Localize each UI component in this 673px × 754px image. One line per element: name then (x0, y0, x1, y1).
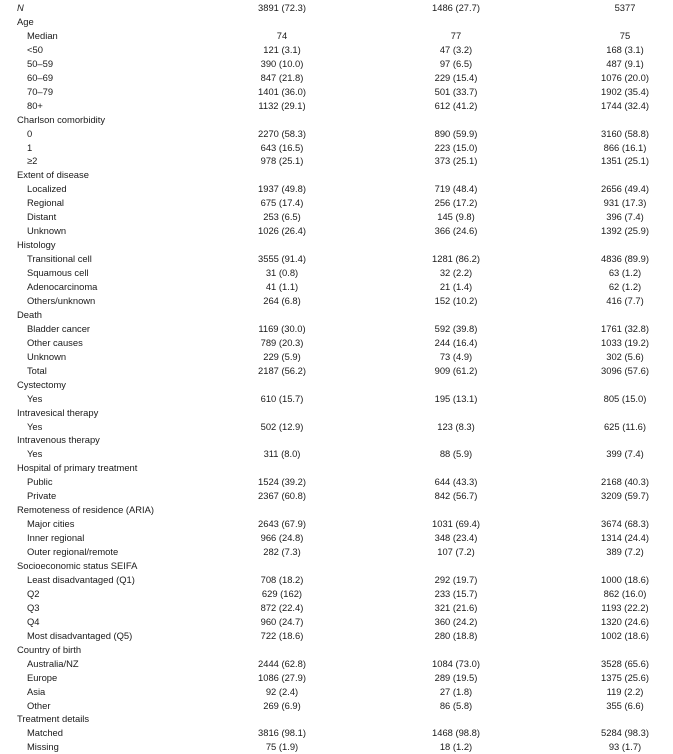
row-label: Bladder cancer (27, 322, 91, 334)
value-cell-col3: 1320 (24.6) (601, 615, 649, 627)
value-cell-col2: 592 (39.8) (434, 322, 478, 334)
row-label: Major cities (27, 518, 75, 530)
value-cell-col1: 610 (15.7) (260, 392, 304, 404)
value-cell-col2: 280 (18.8) (434, 629, 478, 641)
table-row (0, 350, 673, 364)
table-row (0, 252, 673, 266)
section-header-row (0, 643, 673, 657)
value-cell-col3: 3160 (58.8) (601, 127, 649, 139)
row-label: 1 (27, 141, 33, 153)
row-label: Q2 (27, 587, 40, 599)
value-cell-col3: 3096 (57.6) (601, 364, 649, 376)
value-cell-col2: 1468 (98.8) (432, 727, 480, 739)
value-cell-col1: 708 (18.2) (260, 573, 304, 585)
table-row (0, 224, 673, 238)
table-row (0, 141, 673, 155)
value-cell-col1: 643 (16.5) (260, 141, 304, 153)
value-cell-col2: 366 (24.6) (434, 225, 478, 237)
table-row (0, 726, 673, 740)
value-cell-col2: 1486 (27.7) (432, 2, 480, 13)
value-cell-col2: 229 (15.4) (434, 71, 478, 83)
value-cell-col1: 1401 (36.0) (258, 85, 306, 97)
value-cell-col2: 88 (5.9) (439, 448, 473, 460)
table-row (0, 587, 673, 601)
value-cell-col1: 31 (0.8) (265, 267, 299, 279)
value-cell-col2: 145 (9.8) (437, 211, 475, 223)
value-cell-col3: 1375 (25.6) (601, 671, 649, 683)
section-label: Socioeconomic status SEIFA (17, 560, 138, 571)
value-cell-col2: 77 (450, 29, 462, 41)
value-cell-col2: 909 (61.2) (434, 364, 478, 376)
table-row (0, 280, 673, 294)
section-header-row (0, 559, 673, 573)
table-row (0, 740, 673, 754)
table-row (0, 210, 673, 224)
value-cell-col1: 966 (24.8) (260, 532, 304, 544)
table-row (0, 392, 673, 406)
value-cell-col2: 719 (48.4) (434, 183, 478, 195)
section-label: Intravenous therapy (17, 434, 100, 446)
value-cell-col2: 86 (5.8) (439, 699, 473, 711)
value-cell-col1: 1169 (30.0) (258, 322, 306, 334)
value-cell-col1: 3816 (98.1) (258, 727, 306, 739)
value-cell-col1: 1132 (29.1) (258, 99, 306, 111)
section-header-row (0, 433, 673, 447)
value-cell-col1: 121 (3.1) (263, 43, 301, 55)
table-row (0, 294, 673, 308)
value-cell-col3: 75 (619, 29, 631, 41)
value-cell-col3: 2656 (49.4) (601, 183, 649, 195)
value-cell-col3: 62 (1.2) (608, 281, 642, 292)
value-cell-col3: 1902 (35.4) (601, 85, 649, 97)
value-cell-col1: 75 (1.9) (265, 741, 299, 753)
row-label: 60–69 (27, 71, 54, 83)
section-header-row (0, 113, 673, 127)
table-row (0, 629, 673, 643)
table-row (0, 266, 673, 280)
value-cell-col1: 502 (12.9) (260, 420, 304, 432)
value-cell-col3: 3674 (68.3) (601, 518, 649, 530)
value-cell-col1: 872 (22.4) (260, 601, 304, 613)
value-cell-col2: 289 (19.5) (434, 671, 478, 683)
row-label: Missing (27, 741, 59, 753)
table-row (0, 657, 673, 671)
value-cell-col2: 73 (4.9) (439, 350, 473, 362)
table-row (0, 420, 673, 434)
row-label: Unknown (27, 350, 67, 362)
section-label: Charlson comorbidity (17, 113, 106, 125)
row-label: Distant (27, 211, 57, 223)
value-cell-col3: 1193 (22.2) (601, 601, 649, 613)
value-cell-col1: 847 (21.8) (260, 71, 304, 83)
value-cell-col3: 931 (17.3) (603, 197, 647, 209)
value-cell-col3: 93 (1.7) (608, 741, 642, 753)
row-label: 70–79 (27, 85, 54, 97)
section-header-row (0, 461, 673, 475)
value-cell-col2: 644 (43.3) (434, 476, 478, 488)
section-header-row (0, 238, 673, 252)
value-cell-col3: 1392 (25.9) (601, 225, 649, 237)
row-label: Private (27, 490, 57, 502)
value-cell-col3: 1076 (20.0) (601, 71, 649, 83)
value-cell-col1: 1937 (49.8) (258, 183, 306, 195)
value-cell-col3: 1761 (32.8) (601, 322, 649, 334)
row-label: Yes (27, 420, 43, 432)
value-cell-col3: 168 (3.1) (606, 43, 644, 55)
value-cell-col2: 152 (10.2) (434, 294, 478, 306)
value-cell-col2: 27 (1.8) (439, 685, 473, 697)
value-cell-col2: 1281 (86.2) (432, 253, 480, 265)
value-cell-col2: 1084 (73.0) (432, 657, 480, 669)
value-cell-col3: 399 (7.4) (606, 448, 644, 460)
table-row (0, 573, 673, 587)
table-row (0, 127, 673, 141)
table-row (0, 615, 673, 629)
table-row (0, 85, 673, 99)
row-label: Other (27, 699, 51, 711)
value-cell-col1: 390 (10.0) (260, 57, 304, 69)
value-cell-col1: 3555 (91.4) (258, 253, 306, 265)
value-cell-col1: 629 (162) (261, 587, 303, 599)
table-row (0, 601, 673, 615)
row-label: Regional (27, 197, 65, 209)
row-label: Inner regional (27, 532, 85, 544)
value-cell-col2: 1031 (69.4) (432, 518, 480, 530)
value-cell-col2: 373 (25.1) (434, 155, 478, 167)
row-label: Others/unknown (27, 294, 96, 306)
table-row (0, 671, 673, 685)
value-cell-col1: 2444 (62.8) (258, 657, 306, 669)
table-row (0, 364, 673, 378)
value-cell-col3: 396 (7.4) (606, 211, 644, 223)
table-row (0, 699, 673, 713)
value-cell-col2: 123 (8.3) (437, 420, 475, 432)
row-label: Asia (27, 685, 46, 697)
value-cell-col1: 1086 (27.9) (258, 671, 306, 683)
value-cell-col1: 2187 (56.2) (258, 364, 306, 376)
value-cell-col1: 229 (5.9) (263, 350, 301, 362)
value-cell-col1: 282 (7.3) (263, 546, 301, 558)
row-label: Median (27, 29, 58, 41)
table-row (0, 43, 673, 57)
table-row (0, 322, 673, 336)
value-cell-col2: 612 (41.2) (434, 99, 478, 111)
table-row (0, 99, 673, 113)
section-label: Age (17, 15, 34, 27)
value-cell-col1: 269 (6.9) (263, 699, 301, 711)
value-cell-col1: 1524 (39.2) (258, 476, 306, 488)
value-cell-col1: 960 (24.7) (260, 615, 304, 627)
row-label: Adenocarcinoma (27, 281, 98, 292)
row-label: Other causes (27, 336, 83, 348)
table-row (0, 182, 673, 196)
value-cell-col3: 1000 (18.6) (601, 573, 649, 585)
value-cell-col2: 233 (15.7) (434, 587, 478, 599)
value-cell-col3: 862 (16.0) (603, 587, 647, 599)
section-header-row (0, 15, 673, 29)
value-cell-col3: 5377 (614, 2, 636, 13)
row-label: Q4 (27, 615, 40, 627)
row-label: Q3 (27, 601, 40, 613)
value-cell-col2: 18 (1.2) (439, 741, 473, 753)
value-cell-col2: 321 (21.6) (434, 601, 478, 613)
value-cell-col3: 1351 (25.1) (601, 155, 649, 167)
row-label: <50 (27, 43, 43, 55)
section-label: Extent of disease (17, 169, 89, 181)
value-cell-col3: 3528 (65.6) (601, 657, 649, 669)
value-cell-col3: 4836 (89.9) (601, 253, 649, 265)
section-header-row (0, 406, 673, 420)
section-header-row (0, 308, 673, 322)
section-label: Hospital of primary treatment (17, 462, 138, 474)
row-label: Matched (27, 727, 63, 739)
row-label: N (17, 2, 24, 13)
value-cell-col1: 722 (18.6) (260, 629, 304, 641)
value-cell-col3: 416 (7.7) (606, 294, 644, 306)
value-cell-col2: 47 (3.2) (439, 43, 473, 55)
value-cell-col2: 223 (15.0) (434, 141, 478, 153)
row-label: Total (27, 364, 47, 376)
table-row (0, 489, 673, 503)
row-label: Unknown (27, 225, 67, 237)
value-cell-col3: 805 (15.0) (603, 392, 647, 404)
row-label: Squamous cell (27, 267, 89, 279)
value-cell-col1: 2643 (67.9) (258, 518, 306, 530)
value-cell-col2: 501 (33.7) (434, 85, 478, 97)
value-cell-col1: 41 (1.1) (265, 281, 299, 292)
value-cell-col2: 890 (59.9) (434, 127, 478, 139)
table-row (0, 517, 673, 531)
value-cell-col3: 389 (7.2) (606, 546, 644, 558)
table-row (0, 531, 673, 545)
value-cell-col1: 2367 (60.8) (258, 490, 306, 502)
value-cell-col3: 3209 (59.7) (601, 490, 649, 502)
value-cell-col2: 195 (13.1) (434, 392, 478, 404)
section-label: Intravesical therapy (17, 406, 99, 418)
section-header-row (0, 168, 673, 182)
value-cell-col3: 2168 (40.3) (601, 476, 649, 488)
value-cell-col2: 292 (19.7) (434, 573, 478, 585)
section-label: Death (17, 308, 43, 320)
row-label: Australia/NZ (27, 657, 79, 669)
row-label: Public (27, 476, 53, 488)
value-cell-col3: 355 (6.6) (606, 699, 644, 711)
table-row (0, 154, 673, 168)
table-row (0, 196, 673, 210)
value-cell-col3: 63 (1.2) (608, 267, 642, 279)
value-cell-col2: 256 (17.2) (434, 197, 478, 209)
row-label: Least disadvantaged (Q1) (27, 573, 135, 585)
value-cell-col1: 675 (17.4) (260, 197, 304, 209)
row-label: Europe (27, 671, 58, 683)
table-row (0, 336, 673, 350)
table-row (0, 29, 673, 43)
value-cell-col1: 1026 (26.4) (258, 225, 306, 237)
row-label: Outer regional/remote (27, 546, 119, 558)
table-row (0, 545, 673, 559)
value-cell-col2: 21 (1.4) (439, 281, 473, 292)
value-cell-col3: 1033 (19.2) (601, 336, 649, 348)
table-row (0, 447, 673, 461)
value-cell-col3: 5284 (98.3) (601, 727, 649, 739)
value-cell-col2: 348 (23.4) (434, 532, 478, 544)
value-cell-col1: 264 (6.8) (263, 294, 301, 306)
value-cell-col2: 32 (2.2) (439, 267, 473, 279)
value-cell-col3: 866 (16.1) (603, 141, 647, 153)
value-cell-col1: 311 (8.0) (263, 448, 301, 460)
row-label: Yes (27, 392, 43, 404)
row-label: Localized (27, 183, 67, 195)
row-label: Most disadvantaged (Q5) (27, 629, 133, 641)
table-row (0, 57, 673, 71)
value-cell-col3: 487 (9.1) (606, 57, 644, 69)
row-label: 50–59 (27, 57, 54, 69)
section-header-row (0, 503, 673, 517)
value-cell-col1: 789 (20.3) (260, 336, 304, 348)
row-label: ≥2 (27, 155, 38, 167)
row-label: Yes (27, 448, 43, 460)
value-cell-col1: 253 (6.5) (263, 211, 301, 223)
value-cell-col1: 978 (25.1) (260, 155, 304, 167)
section-label: Treatment details (17, 713, 90, 725)
table-row (0, 1, 673, 15)
value-cell-col3: 1314 (24.4) (601, 532, 649, 544)
value-cell-col2: 360 (24.2) (434, 615, 478, 627)
value-cell-col3: 1002 (18.6) (601, 629, 649, 641)
row-label: 0 (27, 127, 33, 139)
value-cell-col2: 244 (16.4) (434, 336, 478, 348)
value-cell-col2: 842 (56.7) (434, 490, 478, 502)
row-label: Transitional cell (27, 253, 92, 265)
section-label: Country of birth (17, 643, 82, 655)
value-cell-col3: 119 (2.2) (606, 685, 644, 697)
value-cell-col2: 107 (7.2) (437, 546, 475, 558)
section-label: Histology (17, 239, 56, 251)
section-header-row (0, 378, 673, 392)
value-cell-col3: 625 (11.6) (603, 420, 647, 432)
value-cell-col2: 97 (6.5) (439, 57, 473, 69)
section-label: Cystectomy (17, 378, 66, 390)
section-label: Remoteness of residence (ARIA) (17, 504, 155, 516)
value-cell-col1: 74 (276, 29, 288, 41)
section-header-row (0, 712, 673, 726)
value-cell-col1: 3891 (72.3) (258, 2, 306, 13)
table-row (0, 475, 673, 489)
value-cell-col1: 92 (2.4) (265, 685, 299, 697)
value-cell-col1: 2270 (58.3) (258, 127, 306, 139)
table-row (0, 685, 673, 699)
table-row (0, 71, 673, 85)
value-cell-col3: 302 (5.6) (606, 350, 644, 362)
value-cell-col3: 1744 (32.4) (601, 99, 649, 111)
row-label: 80+ (27, 99, 43, 111)
